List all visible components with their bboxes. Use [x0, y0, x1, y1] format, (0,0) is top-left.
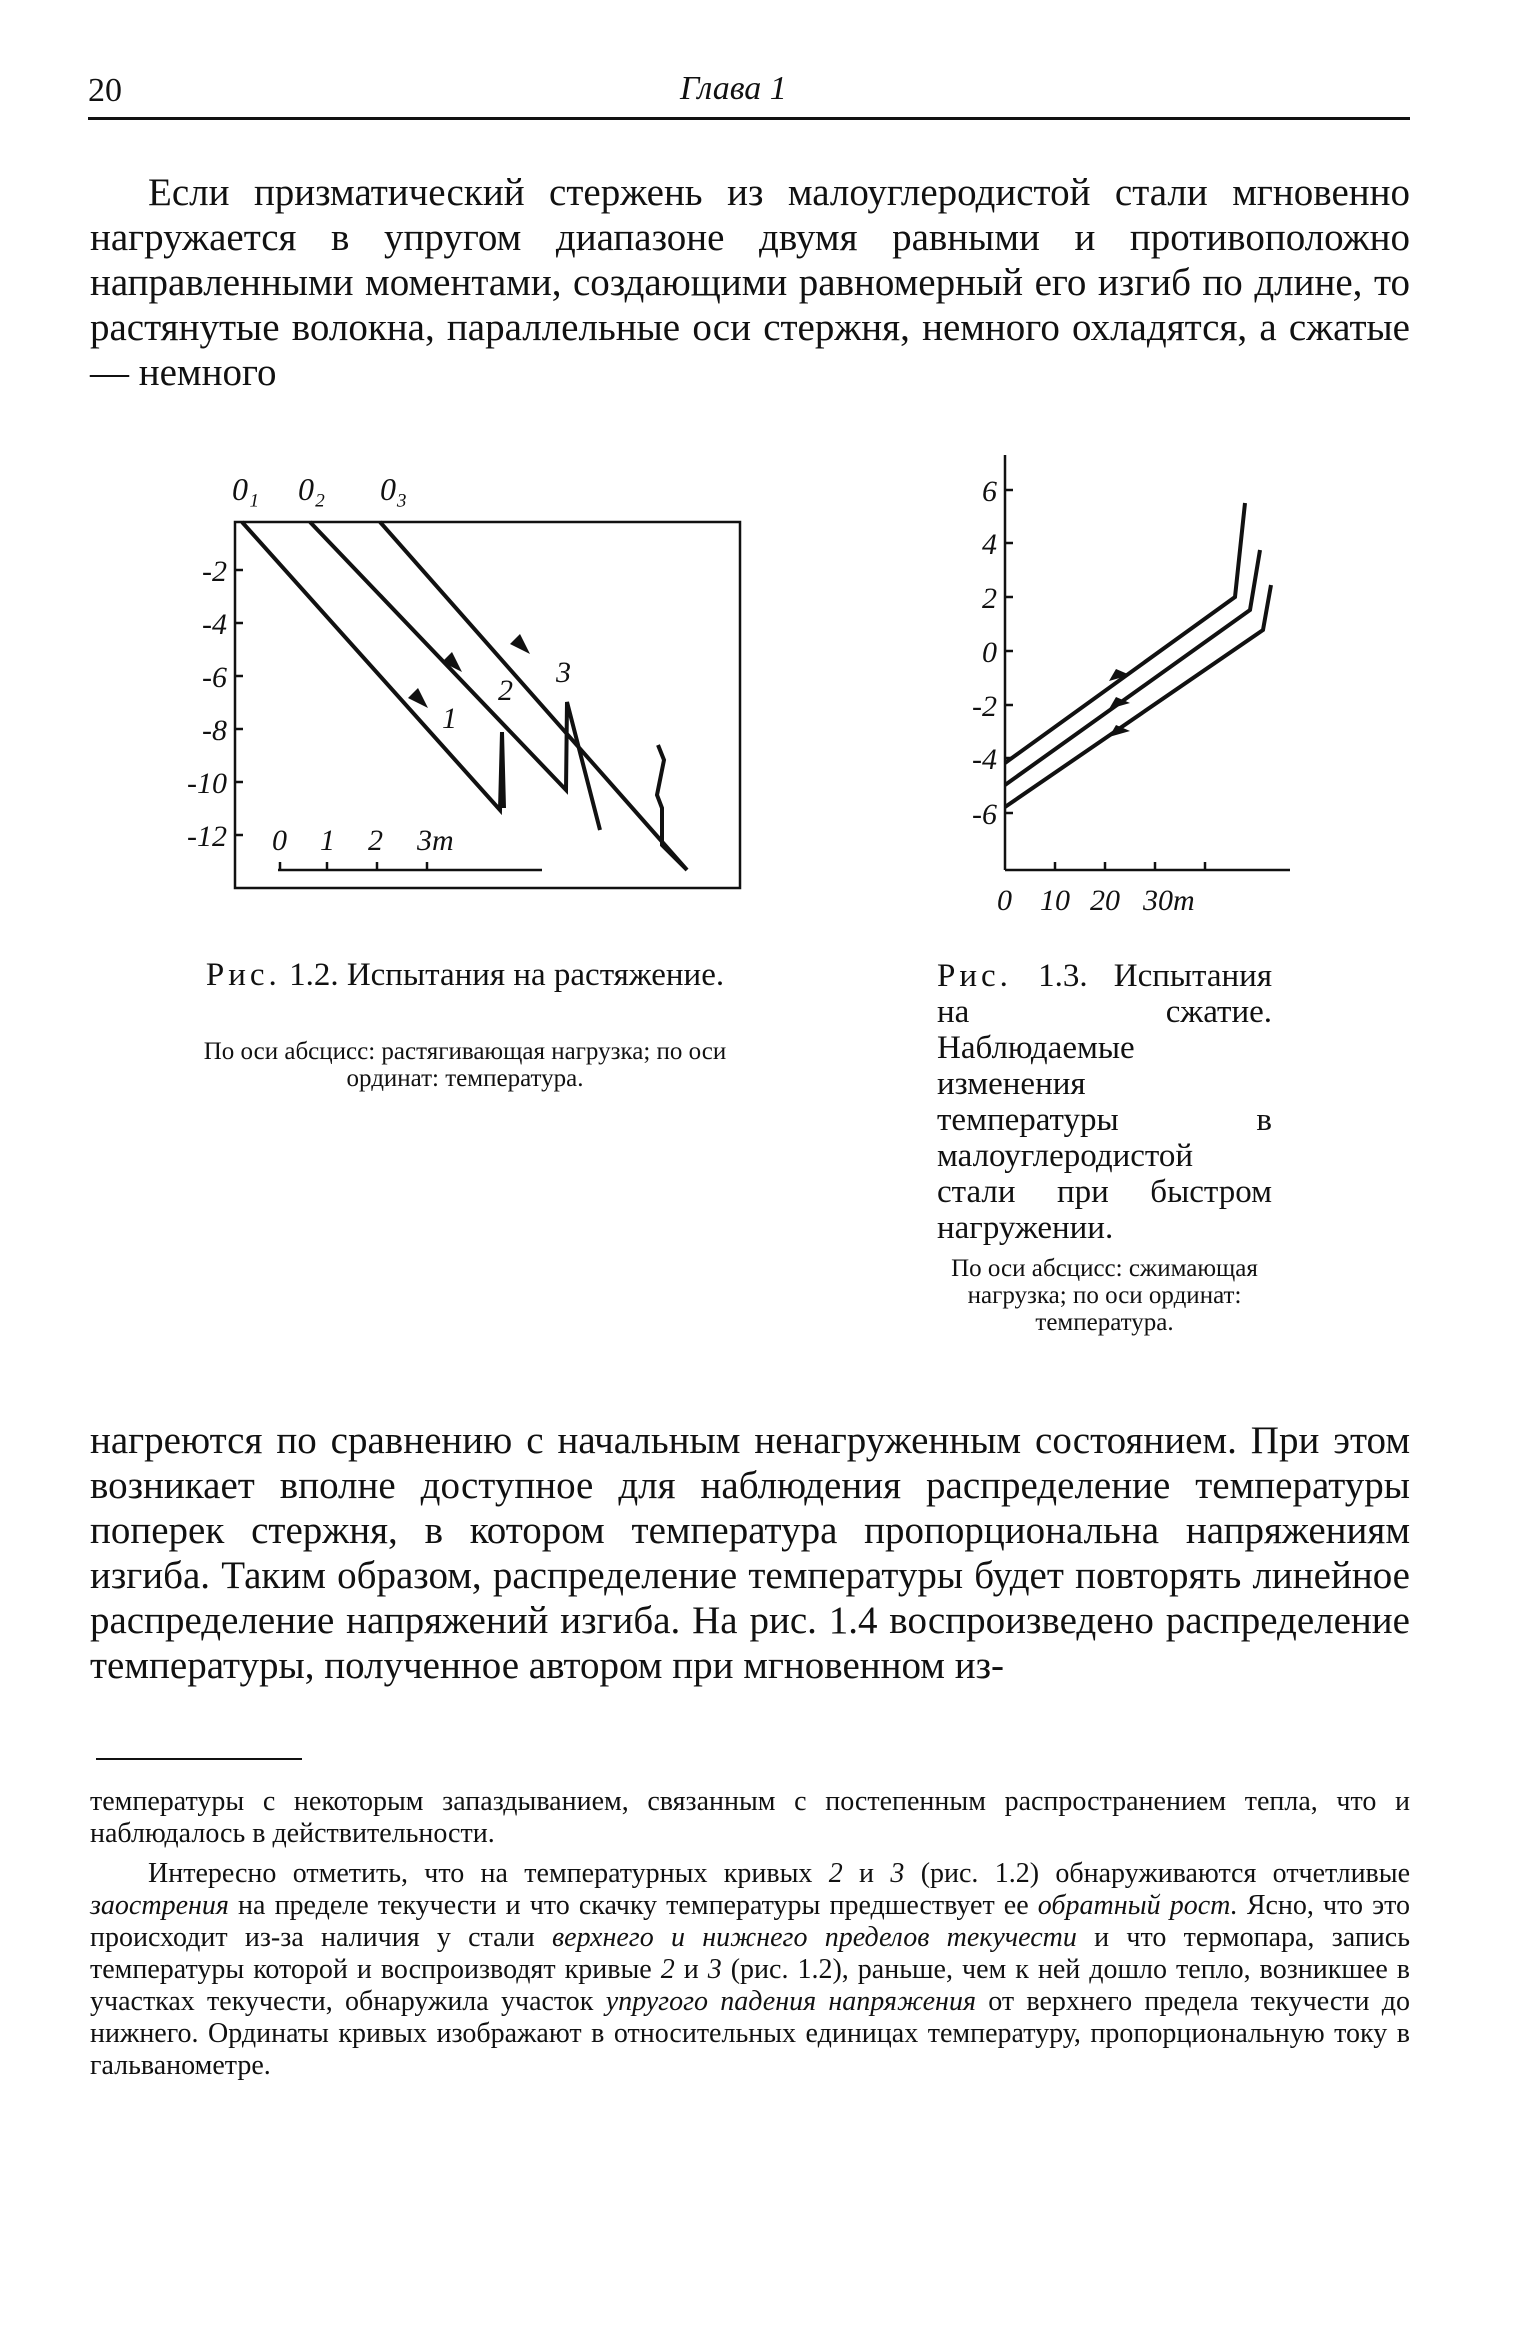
page-number: 20	[88, 72, 122, 109]
fig12-origin-3: 0₃	[380, 471, 408, 507]
fig12-ylabel-m4: -4	[202, 608, 227, 641]
fig13-ylabel-2: 2	[982, 582, 997, 615]
fn2-curve-2: 2	[828, 1858, 843, 1889]
figure-1-2-note: По оси абсцисс: растягивающая нагрузка; по оси ординат: температура.	[203, 1038, 727, 1092]
figure-1-2-chart	[180, 460, 780, 900]
fig13-arrow-lower	[1109, 725, 1130, 737]
figure-1-2-caption	[190, 957, 740, 993]
fig12-ylabel-m6: -6	[202, 661, 227, 694]
fig12-scale-label-0: 0	[272, 824, 287, 857]
fn2-emph-padenie: упругого падения напряжения	[605, 1986, 976, 2017]
fig12-ylabel-m10: -10	[187, 767, 227, 800]
fig12-ylabel-m12: -12	[187, 820, 227, 853]
fig12-curve-label-2: 2	[498, 674, 513, 707]
fn2-text-c: и	[842, 1858, 891, 1889]
fig12-scale-label-2: 2	[368, 824, 383, 857]
fig12-origin-1: 0₁	[232, 471, 260, 507]
fn2-text-e: (рис. 1.2) обнаруживаются отчетливые	[904, 1858, 1411, 1889]
fn2-curve-3b: 3	[707, 1954, 722, 1985]
figure-1-3-number: 1.3.	[1038, 958, 1088, 994]
footnote-1: температуры с некоторым запаздыванием, связанным с постепенным распространением тепла, что и наблюдалось в действительности.	[90, 1786, 1410, 1849]
fig12-scale-label-1: 1	[320, 824, 335, 857]
figure-1-3-caption	[937, 958, 1272, 1246]
paragraph-2: нагреются по сравнению с начальным ненагруженным состоянием. При этом возникает вполне доступное для наблюдения распределение температуры поперек стержня, в котором температура пропорциональна напряжениям изгиба. Таким образом, распределение температуры будет повторять линейное распределение напряжений изгиба. На рис. 1.4 воспроизведено распределение температуры, полученное автором при мгновенном из-	[90, 1419, 1410, 1687]
fig13-ylabel-m4: -4	[972, 743, 997, 776]
fig13-curve-middle	[1005, 550, 1260, 785]
fn2-text-m: и	[674, 1954, 708, 1985]
fn2-text-o: (рис. 1.2), раньше, чем к ней дошло тепло, возникшее в участках текучести, обнаружила участок	[90, 1954, 1410, 2017]
figure-1-3-label: Рис.	[937, 958, 1012, 994]
fn2-text-i: Ясно, что это происходит из-за наличия у стали	[90, 1890, 1411, 1953]
header-rule	[88, 117, 1410, 120]
fig13-xlabel-20: 20	[1090, 884, 1120, 917]
figure-1-3-chart	[945, 455, 1315, 925]
fig12-ylabel-m2: -2	[202, 555, 227, 588]
fig12-origin-2: 0₂	[298, 471, 326, 507]
fn2-text-k: и что термопара, запись температуры которой и воспроизводят кривые	[90, 1922, 1410, 1985]
paragraph-1: Если призматический стержень из малоуглеродистой стали мгновенно нагружается в упругом диапазоне двумя равными и противоположно направленными моментами, создающими равномерный его изгиб по длине, то растянутые волокна, параллельные оси стержня, немного охладятся, а сжатые — немного	[90, 171, 1410, 394]
fig13-ylabel-m6: -6	[972, 798, 997, 831]
fn2-text-q: от верхнего предела текучести до нижнего. Ординаты кривых изображают в относительных единицах температуру, пропорциональную току в гальванометре.	[90, 1986, 1410, 2081]
fig12-arrow-3	[510, 634, 530, 654]
fn2-text-g: на пределе текучести и что скачку температуры предшествует ее	[228, 1890, 1038, 1921]
figure-1-3-note: По оси абсцисс: сжимающая нагрузка; по оси ординат: температура.	[951, 1255, 1258, 1336]
fig12-ylabel-m8: -8	[202, 714, 227, 747]
figure-1-2-label: Рис.	[205, 957, 281, 993]
footnote-2	[90, 1858, 1410, 2082]
figure-1-2-number: 1.2.	[289, 957, 339, 993]
fig12-curve-3	[380, 522, 687, 870]
fig13-ylabel-0: 0	[982, 636, 997, 669]
fig13-ylabel-6: 6	[982, 475, 997, 508]
fig12-curve-label-3: 3	[556, 656, 571, 689]
fig13-ylabel-m2: -2	[972, 690, 997, 723]
fig13-xlabel-0: 0	[997, 884, 1012, 917]
fn2-text-a: Интересно отметить, что на температурных кривых	[148, 1858, 829, 1889]
fig12-scale-label-3: 3т	[417, 824, 454, 857]
running-title: Глава 1	[680, 70, 787, 107]
fn2-curve-2b: 2	[660, 1954, 675, 1985]
fig12-curve-1	[242, 522, 504, 810]
fig13-xlabel-10: 10	[1040, 884, 1070, 917]
figure-1-2-title: Испытания на растяжение.	[346, 957, 725, 993]
footnote-rule	[96, 1758, 302, 1760]
fig12-arrow-1	[408, 688, 428, 708]
fn2-emph-zaostreniya: заострения	[90, 1890, 229, 1921]
fig13-curve-lower	[1005, 585, 1271, 807]
figure-1-3-title: Испытания на сжатие. Наблюдаемые изменения температуры в малоуглеродистой стали при быстром нагружении.	[937, 958, 1273, 1246]
fn2-curve-3: 3	[890, 1858, 905, 1889]
fn2-emph-obratny-rost: обратный рост.	[1037, 1890, 1238, 1921]
fig13-xlabel-30: 30т	[1143, 884, 1195, 917]
fn2-emph-predely: верхнего и нижнего пределов текучести	[552, 1922, 1077, 1953]
fig12-curve-label-1: 1	[442, 702, 457, 735]
fig13-ylabel-4: 4	[982, 528, 997, 561]
